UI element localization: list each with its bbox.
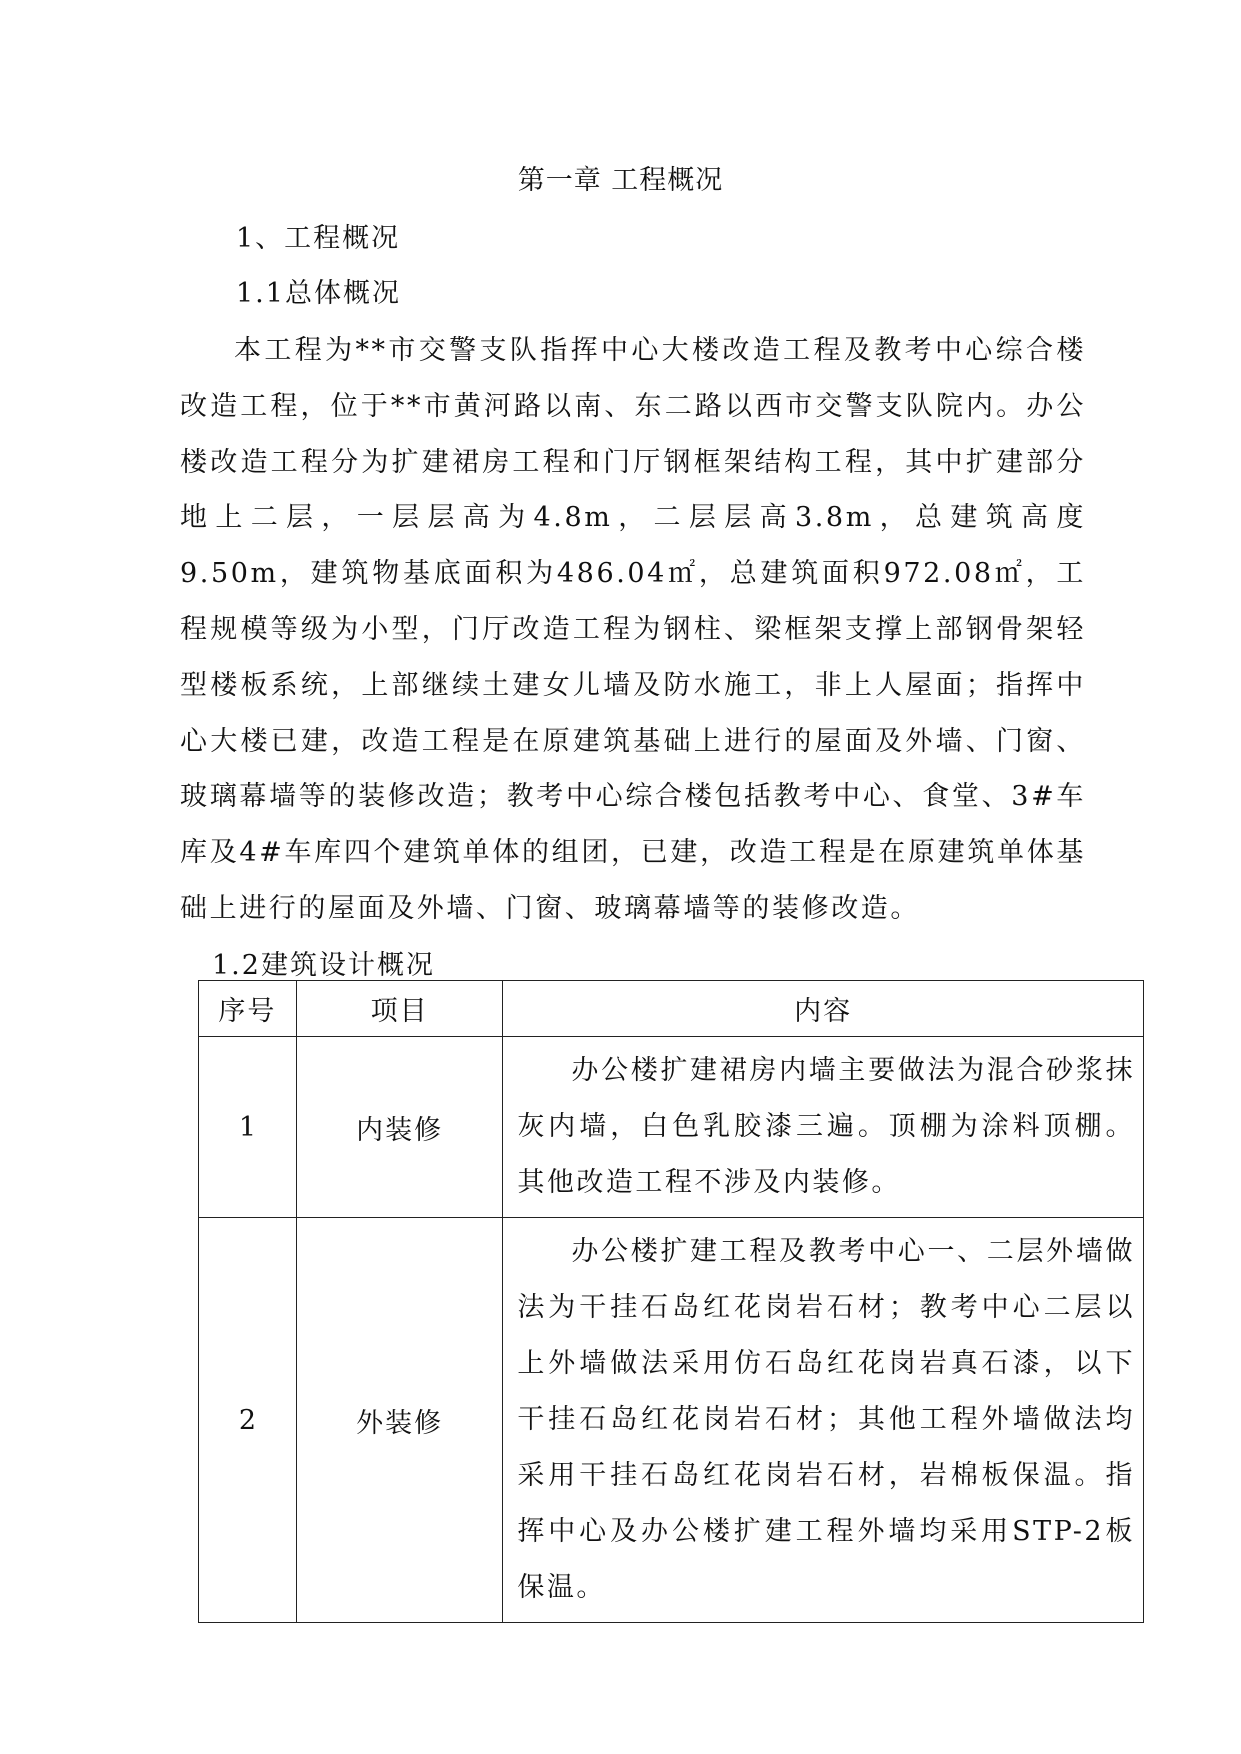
row-number: 1 xyxy=(199,1037,297,1218)
row-item: 外装修 xyxy=(296,1218,503,1623)
overview-paragraph: 本工程为**市交警支队指挥中心大楼改造工程及教考中心综合楼改造工程，位于**市黄河路以南、东二路以西市交警支队院内。办公楼改造工程分为扩建裙房工程和门厅钢框架结构工程，其中扩建部分地上二层，一层层高为4.8m，二层层高3.8m，总建筑高度9.50m，建筑物基底面积为486.04㎡，总建筑面积972.08㎡，工程规模等级为小型，门厅改造工程为钢柱、梁框架支撑上部钢骨架轻型楼板系统，上部继续土建女儿墙及防水施工，非上人屋面；指挥中心大楼已建，改造工程是在原建筑基础上进行的屋面及外墙、门窗、玻璃幕墙等的装修改造；教考中心综合楼包括教考中心、食堂、3#车库及4#车库四个建筑单体的组团，已建，改造工程是在原建筑单体基础上进行的屋面及外墙、门窗、玻璃幕墙等的装修改造。 xyxy=(180,335,1086,924)
row-content-cell xyxy=(503,1218,1144,1623)
row-item: 内装修 xyxy=(296,1037,503,1218)
section-heading-1-1: 1.1总体概况 xyxy=(236,278,401,309)
row-number: 2 xyxy=(199,1218,297,1623)
table-header-row xyxy=(199,981,1144,1037)
row-content-cell xyxy=(503,1037,1144,1218)
table-row xyxy=(199,1037,1144,1218)
chapter-title: 第一章 工程概况 xyxy=(517,165,724,196)
header-item: 项目 xyxy=(296,981,503,1037)
header-content: 内容 xyxy=(503,981,1144,1037)
row-content: 办公楼扩建裙房内墙主要做法为混合砂浆抹灰内墙，白色乳胶漆三遍。顶棚为涂料顶棚。其他改造工程不涉及内装修。 xyxy=(517,1055,1135,1198)
header-serial-number: 序号 xyxy=(199,981,297,1037)
design-overview-table xyxy=(198,980,1144,1623)
table-row xyxy=(199,1218,1144,1623)
section-heading-1: 1、工程概况 xyxy=(236,223,401,254)
row-content: 办公楼扩建工程及教考中心一、二层外墙做法为干挂石岛红花岗岩石材；教考中心二层以上外墙做法采用仿石岛红花岗岩真石漆，以下干挂石岛红花岗岩石材；其他工程外墙做法均采用干挂石岛红花岗岩石材，岩棉板保温。指挥中心及办公楼扩建工程外墙均采用STP-2板保温。 xyxy=(517,1236,1135,1603)
section-heading-1-2: 1.2建筑设计概况 xyxy=(212,950,435,981)
